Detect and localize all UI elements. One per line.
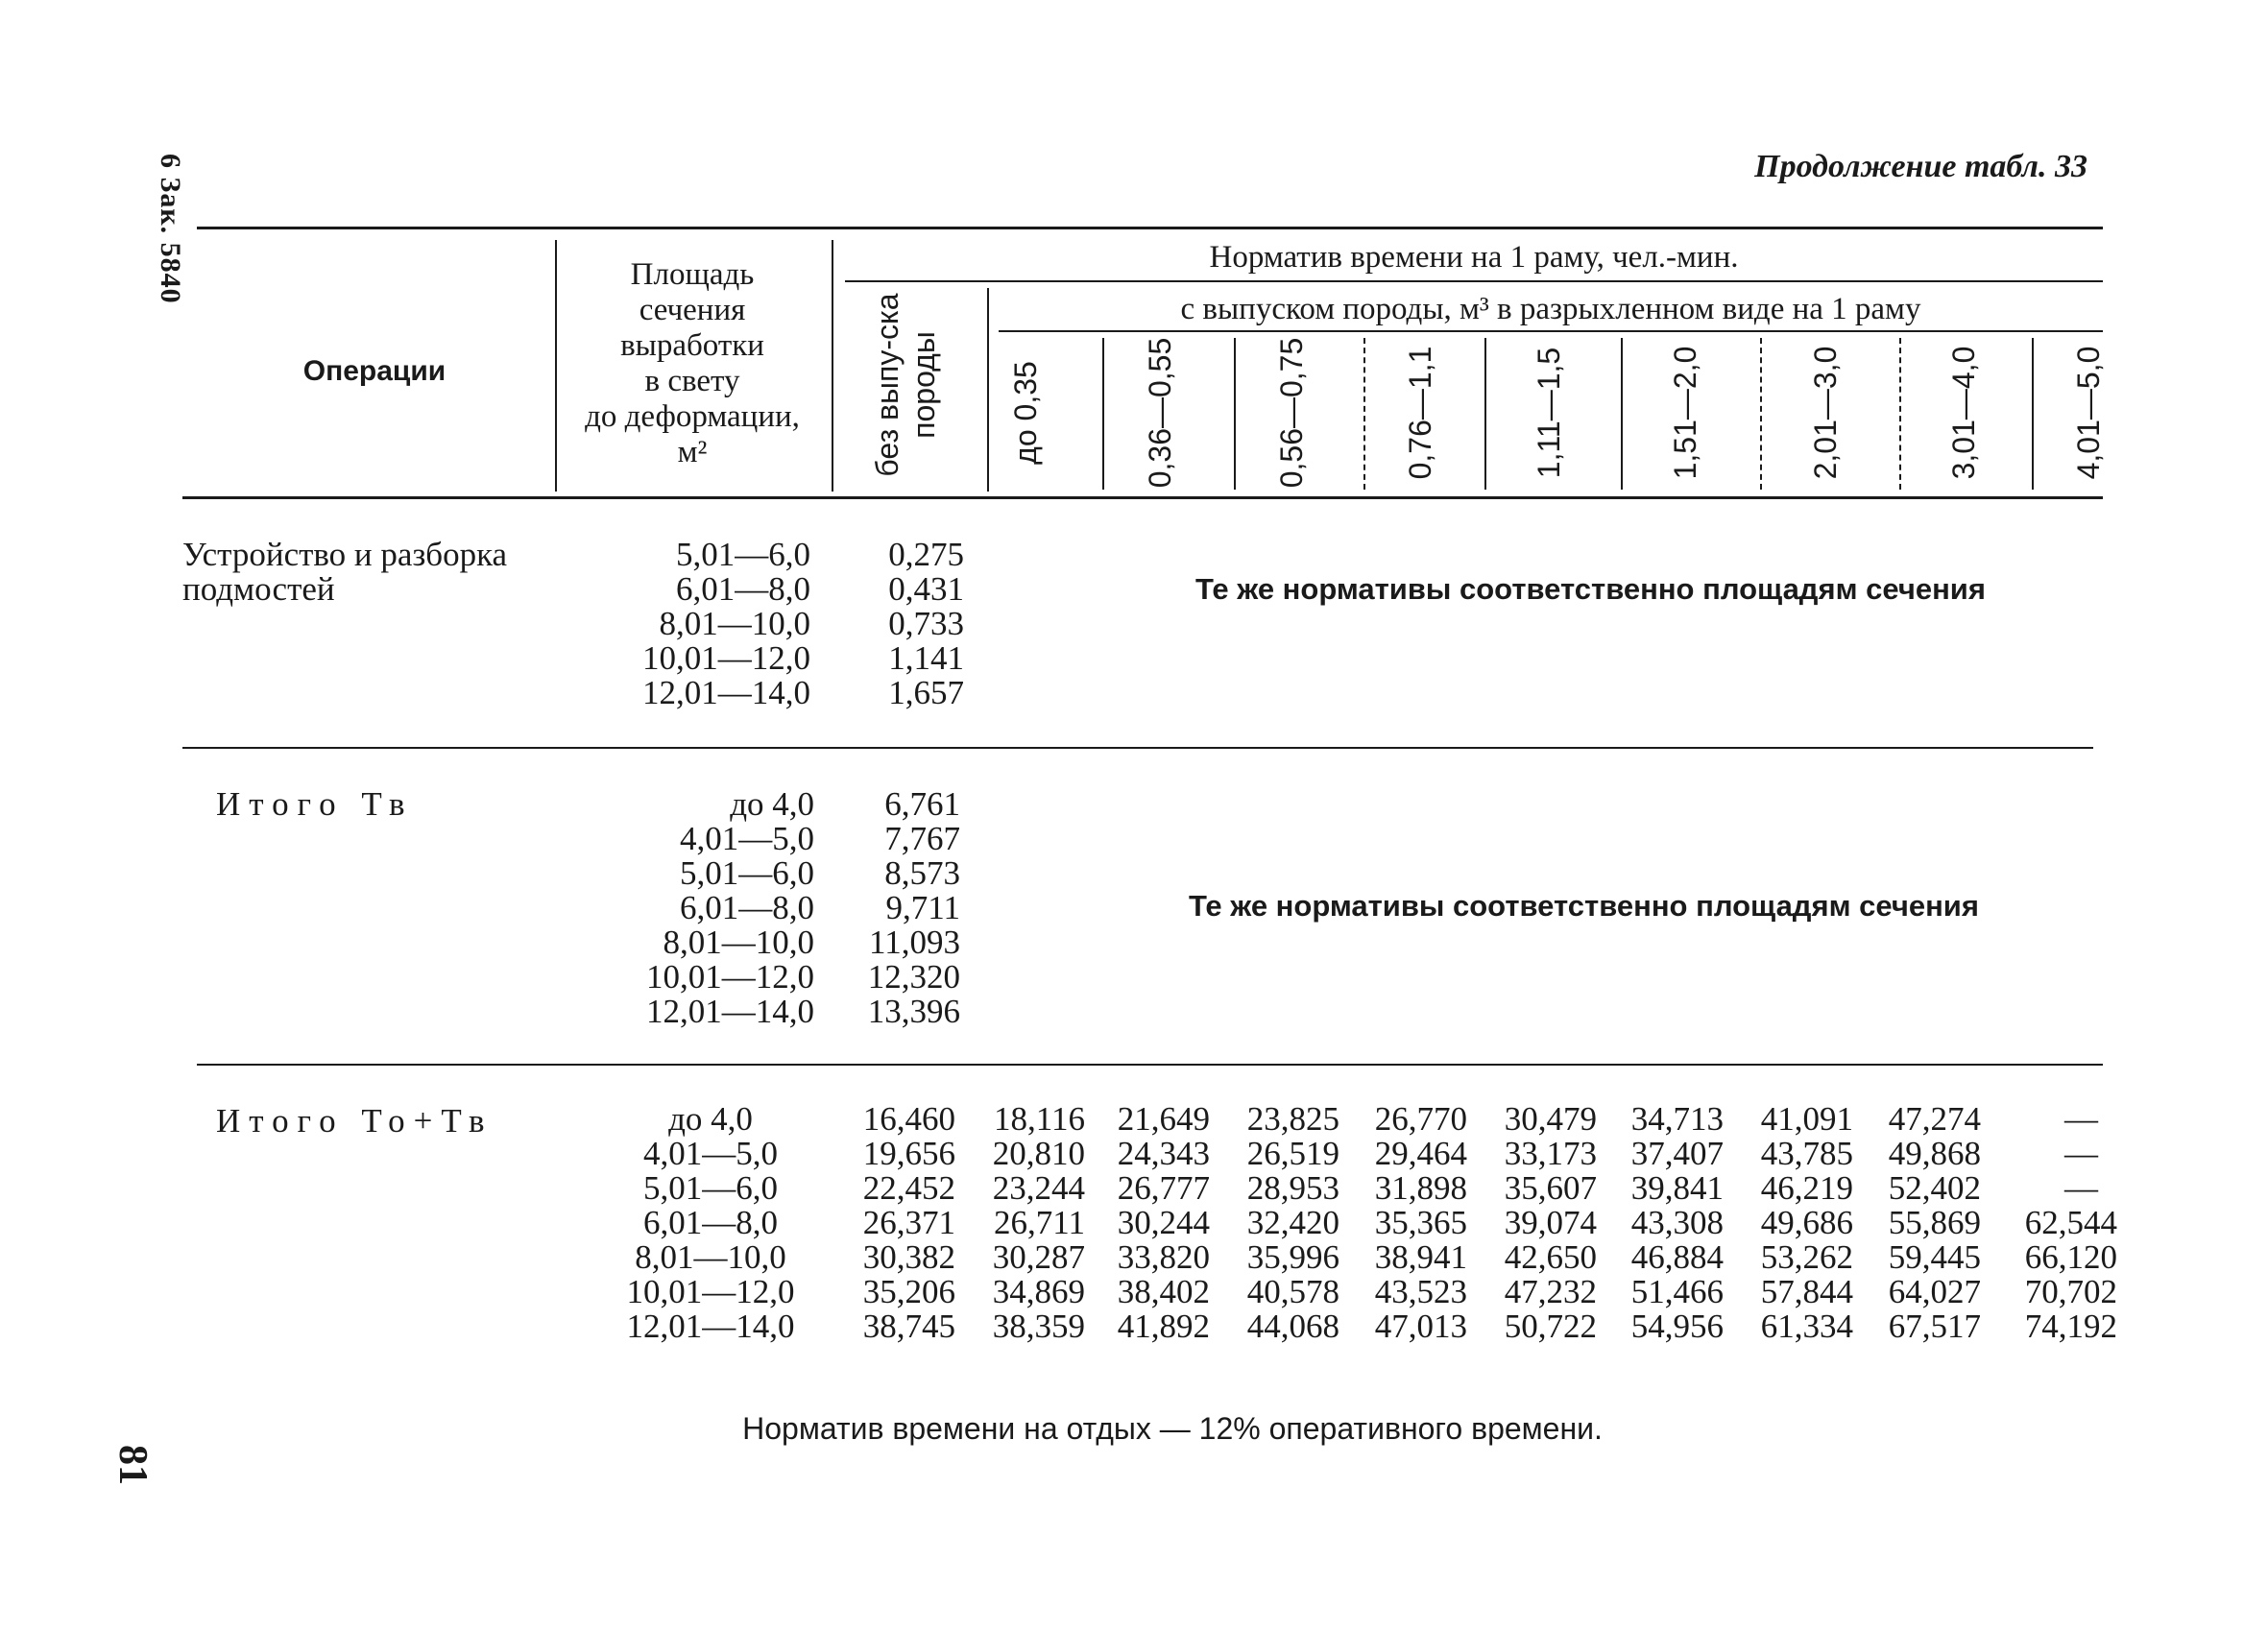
norm-value: 38,402 <box>1117 1273 1210 1310</box>
norm-value: 8,573 <box>884 854 960 892</box>
norm-value: 35,206 <box>862 1273 955 1310</box>
norm-column <box>1997 1102 2117 1344</box>
norm-value: 26,777 <box>1117 1169 1210 1207</box>
norm-value: 0,275 <box>888 536 964 573</box>
norm-value: 59,445 <box>1888 1238 1981 1276</box>
norm-value: 12,320 <box>867 958 960 996</box>
area-value: 8,01—10,0 <box>635 1238 786 1276</box>
norm-column <box>1604 1102 1724 1344</box>
norm-value: 64,027 <box>1888 1273 1981 1310</box>
norm-value: 18,116 <box>994 1100 1085 1138</box>
header-divider <box>987 288 989 492</box>
norm-value: 7,767 <box>884 820 960 857</box>
norm-value: 30,244 <box>1117 1204 1210 1241</box>
norm-value: 35,607 <box>1504 1169 1597 1207</box>
area-value: 6,01—8,0 <box>676 570 810 608</box>
norm-value: 1,657 <box>888 674 964 711</box>
norm-value: 34,713 <box>1630 1100 1724 1138</box>
header-divider <box>1363 338 1365 490</box>
operation-name: Устройство и разборка подмостей <box>182 536 508 608</box>
header-norm-title: Норматив времени на 1 раму, чел.-мин. <box>1209 240 1739 275</box>
norm-value: 33,173 <box>1504 1135 1597 1172</box>
norm-value: 66,120 <box>2024 1238 2117 1276</box>
norm-value: 46,884 <box>1630 1238 1724 1276</box>
operation-name: Итого Тв <box>216 785 414 823</box>
norm-value: 21,649 <box>1117 1100 1210 1138</box>
area-value: 5,01—6,0 <box>676 536 810 573</box>
area-column <box>605 1102 816 1344</box>
area-column <box>605 538 810 710</box>
norm-value: 49,686 <box>1760 1204 1853 1241</box>
norm-value: 39,074 <box>1504 1204 1597 1241</box>
header-divider <box>1484 338 1486 490</box>
norm-value: 37,407 <box>1630 1135 1724 1172</box>
norm-column <box>1090 1102 1210 1344</box>
norm-value: 38,941 <box>1374 1238 1467 1276</box>
header-divider <box>2032 338 2034 490</box>
norm-value: 43,308 <box>1630 1204 1724 1241</box>
norm-value: 32,420 <box>1246 1204 1339 1241</box>
norm-value: 41,892 <box>1117 1308 1210 1345</box>
header-range: 3,01—4,0 <box>1946 346 1981 480</box>
norm-value: 16,460 <box>862 1100 955 1138</box>
header-divider <box>1234 338 1236 490</box>
area-value: 12,01—14,0 <box>646 993 814 1030</box>
norm-value: 34,869 <box>992 1273 1085 1310</box>
norm-value: 46,219 <box>1760 1169 1853 1207</box>
norm-value: 44,068 <box>1246 1308 1339 1345</box>
norm-value: 62,544 <box>2024 1204 2117 1241</box>
norm-column <box>1347 1102 1467 1344</box>
norm-value: 74,192 <box>2024 1308 2117 1345</box>
header-divider <box>1899 338 1901 490</box>
norm-value: 23,825 <box>1246 1100 1339 1138</box>
header-divider <box>1102 338 1104 490</box>
norm-value: 54,956 <box>1630 1308 1724 1345</box>
norm-value: 6,761 <box>884 785 960 823</box>
norm-value: 33,820 <box>1117 1238 1210 1276</box>
norm-value: 26,371 <box>862 1204 955 1241</box>
norm-value: 29,464 <box>1374 1135 1467 1172</box>
norm-value: 43,523 <box>1374 1273 1467 1310</box>
norm-value: 35,996 <box>1246 1238 1339 1276</box>
norm-value: 43,785 <box>1760 1135 1853 1172</box>
norm-value: 0,431 <box>888 570 964 608</box>
header-range: до 0,35 <box>1008 361 1043 465</box>
norm-value: 38,359 <box>992 1308 1085 1345</box>
norm-value: 24,343 <box>1117 1135 1210 1172</box>
area-value: 4,01—5,0 <box>680 820 814 857</box>
norm-value: 50,722 <box>1504 1308 1597 1345</box>
norm-value: 38,745 <box>862 1308 955 1345</box>
norm-value: 57,844 <box>1760 1273 1853 1310</box>
norm-value: 49,868 <box>1888 1135 1981 1172</box>
area-value: 4,01—5,0 <box>643 1135 778 1172</box>
norm-value: 22,452 <box>862 1169 955 1207</box>
norm-column <box>1861 1102 1981 1344</box>
header-top-rule <box>197 227 2103 229</box>
header-divider <box>1621 338 1623 490</box>
norm-value: — <box>2064 1100 2098 1138</box>
norm-column <box>1733 1102 1853 1344</box>
operation-name: Итого То+Тв <box>216 1102 494 1140</box>
area-value: до 4,0 <box>730 785 814 823</box>
norm-value: 23,244 <box>992 1169 1085 1207</box>
header-with-title: с выпуском породы, м³ в разрыхленном виде на 1 раму <box>1180 292 1921 326</box>
norm-value: 9,711 <box>885 889 960 926</box>
norm-value: 20,810 <box>992 1135 1085 1172</box>
norm-value: 40,578 <box>1246 1273 1339 1310</box>
area-value: 10,01—12,0 <box>626 1273 795 1310</box>
area-value: до 4,0 <box>668 1100 753 1138</box>
norm-column <box>1219 1102 1339 1344</box>
norm-value: 26,711 <box>994 1204 1085 1241</box>
norm-value: 41,091 <box>1760 1100 1853 1138</box>
header-operations: Операции <box>302 355 446 387</box>
norm-value: 70,702 <box>2024 1273 2117 1310</box>
norm-value: 19,656 <box>862 1135 955 1172</box>
header-range: 1,51—2,0 <box>1668 346 1702 480</box>
header-without: без выпу-ска породы <box>870 293 941 477</box>
norm-value: 30,287 <box>992 1238 1085 1276</box>
norm-value: 31,898 <box>1374 1169 1467 1207</box>
area-value: 12,01—14,0 <box>626 1308 795 1345</box>
norm-column <box>1477 1102 1597 1344</box>
norm-value: 47,232 <box>1504 1273 1597 1310</box>
norm-value: 52,402 <box>1888 1169 1981 1207</box>
norm-value: 35,365 <box>1374 1204 1467 1241</box>
norm-value: 30,382 <box>862 1238 955 1276</box>
without-column <box>845 787 960 1029</box>
norm-value: 39,841 <box>1630 1169 1724 1207</box>
section-rule <box>197 1064 2103 1066</box>
norm-value: 13,396 <box>867 993 960 1030</box>
page-number: 81 <box>110 1445 155 1485</box>
norm-value: 55,869 <box>1888 1204 1981 1241</box>
norm-value: 26,519 <box>1246 1135 1339 1172</box>
norm-value: 47,013 <box>1374 1308 1467 1345</box>
margin-note: 6 Зак. 5840 <box>155 154 186 304</box>
area-value: 8,01—10,0 <box>659 605 810 642</box>
section-rule <box>182 747 2093 749</box>
norm-value: 0,733 <box>888 605 964 642</box>
norm-value: — <box>2064 1135 2098 1172</box>
norm-column <box>965 1102 1085 1344</box>
header-range: 2,01—3,0 <box>1808 346 1843 480</box>
rest-time-note: Норматив времени на отдых — 12% оперативного времени. <box>742 1411 1603 1446</box>
area-column <box>605 787 814 1029</box>
norm-value: 42,650 <box>1504 1238 1597 1276</box>
norm-value: 26,770 <box>1374 1100 1467 1138</box>
norm-value: 11,093 <box>869 924 960 961</box>
area-value: 6,01—8,0 <box>680 889 814 926</box>
header-range: 0,56—0,75 <box>1274 337 1309 489</box>
norm-value: 51,466 <box>1630 1273 1724 1310</box>
header-range: 0,76—1,1 <box>1403 346 1437 480</box>
area-value: 8,01—10,0 <box>663 924 814 961</box>
norm-value: 28,953 <box>1246 1169 1339 1207</box>
norm-value: 30,479 <box>1504 1100 1597 1138</box>
norm-value: 61,334 <box>1760 1308 1853 1345</box>
area-value: 6,01—8,0 <box>643 1204 778 1241</box>
area-value: 5,01—6,0 <box>643 1169 778 1207</box>
norm-value: 67,517 <box>1888 1308 1981 1345</box>
norm-value: 47,274 <box>1888 1100 1981 1138</box>
header-bottom-rule <box>182 496 2103 499</box>
header-area: Площадь сечения выработки в свету до деформации, м² <box>585 257 800 469</box>
norm-value: 53,262 <box>1760 1238 1853 1276</box>
area-value: 5,01—6,0 <box>680 854 814 892</box>
norm-column <box>835 1102 955 1344</box>
without-column <box>845 538 964 710</box>
norm-value: — <box>2064 1169 2098 1207</box>
header-range: 4,01—5,0 <box>2071 346 2106 480</box>
area-value: 10,01—12,0 <box>642 639 810 677</box>
header-rule <box>845 280 2103 282</box>
norm-value: 1,141 <box>888 639 964 677</box>
header-range: 1,11—1,5 <box>1532 347 1566 479</box>
table-caption: Продолжение табл. 33 <box>1754 149 2087 184</box>
header-divider <box>1760 338 1762 490</box>
area-value: 12,01—14,0 <box>642 674 810 711</box>
same-norms-note: Те же нормативы соответственно площадям сечения <box>1195 572 1986 606</box>
header-range: 0,36—0,55 <box>1143 337 1177 489</box>
area-value: 10,01—12,0 <box>646 958 814 996</box>
same-norms-note: Те же нормативы соответственно площадям сечения <box>1189 889 1979 923</box>
